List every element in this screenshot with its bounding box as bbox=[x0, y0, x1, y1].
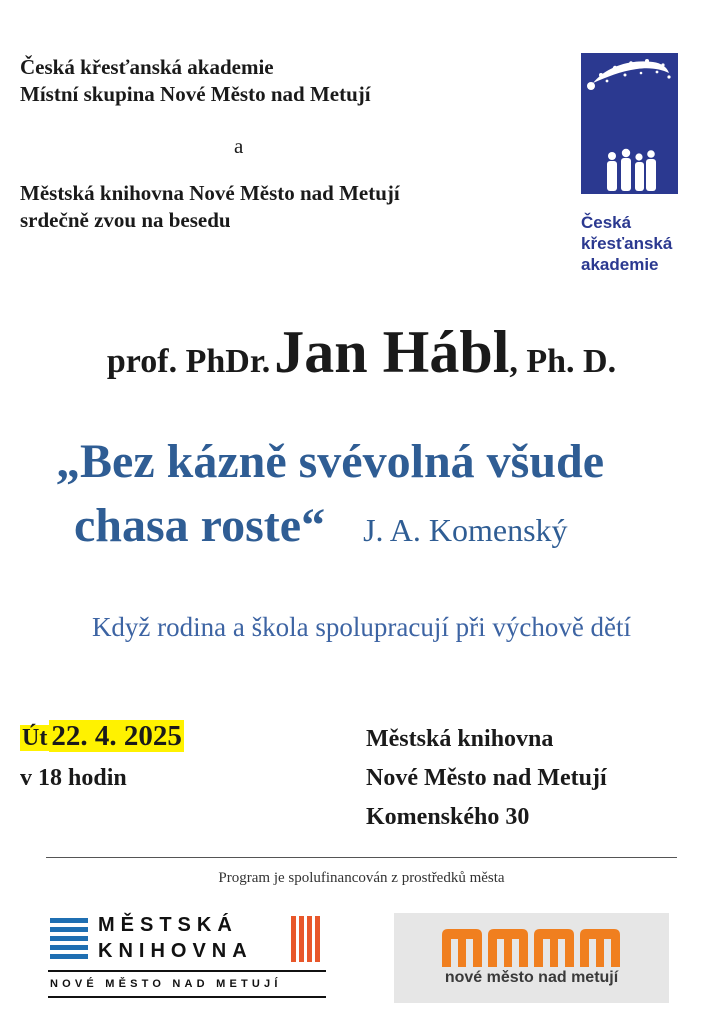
quote-line-2-block bbox=[74, 494, 568, 562]
co-organizer-block bbox=[20, 180, 400, 234]
library-logo bbox=[48, 914, 328, 1004]
event-time: v 18 hodin bbox=[20, 765, 127, 791]
library-logo-rule-bottom bbox=[48, 996, 326, 998]
venue-address: Komenského 30 bbox=[366, 804, 530, 830]
event-date: 22. 4. 2025 bbox=[51, 720, 182, 752]
library-logo-word-2: KNIHOVNA bbox=[98, 940, 253, 962]
town-logo-text: nové město nad metují bbox=[444, 969, 619, 986]
quote-line-2: chasa roste“ bbox=[74, 499, 326, 552]
comet-figures-icon bbox=[581, 53, 678, 194]
speaker-title-prefix: prof. PhDr. bbox=[106, 343, 271, 380]
venue-name: Městská knihovna bbox=[366, 726, 554, 752]
quote-author: J. A. Komenský bbox=[363, 512, 568, 548]
speaker-full-name: Jan Hábl bbox=[274, 319, 510, 385]
footer-divider bbox=[46, 857, 677, 858]
event-datetime bbox=[20, 716, 184, 798]
library-logo-rule bbox=[48, 970, 326, 972]
lecture-subtitle: Když rodina a škola spolupracují při výchově dětí bbox=[91, 612, 632, 642]
organizer-block bbox=[20, 54, 371, 108]
speaker-name bbox=[0, 318, 723, 387]
conjunction-text: a bbox=[234, 134, 244, 158]
town-logo bbox=[394, 913, 669, 1003]
organizer-1-group: Místní skupina Nové Město nad Metují bbox=[20, 82, 371, 106]
venue-town: Nové Město nad Metují bbox=[366, 765, 607, 791]
cka-logo-line-1: Česká bbox=[581, 213, 632, 232]
library-logo-tagline: NOVÉ MĚSTO NAD METUJÍ bbox=[50, 978, 282, 990]
cka-logo-text bbox=[581, 212, 721, 275]
town-mmm-icon bbox=[442, 927, 622, 969]
funding-note: Program je spolufinancován z prostředků města bbox=[218, 870, 505, 886]
cka-logo bbox=[581, 53, 678, 194]
event-venue bbox=[366, 720, 607, 837]
speaker-title-suffix: , Ph. D. bbox=[509, 343, 617, 380]
library-logo-word-1: MĚSTSKÁ bbox=[98, 914, 238, 936]
cka-logo-line-2: křesťanská bbox=[581, 234, 673, 253]
library-stripes-icon bbox=[50, 918, 90, 968]
cka-logo-line-3: akademie bbox=[581, 255, 659, 274]
library-bars-icon bbox=[291, 916, 327, 964]
organizer-1-name: Česká křesťanská akademie bbox=[20, 55, 274, 79]
invitation-text: srdečně zvou na besedu bbox=[20, 208, 231, 232]
organizer-2-name: Městská knihovna Nové Město nad Metují bbox=[20, 181, 400, 205]
event-day: Út bbox=[22, 725, 48, 751]
quote-line-1: „Bez kázně svévolná všude bbox=[56, 435, 605, 488]
